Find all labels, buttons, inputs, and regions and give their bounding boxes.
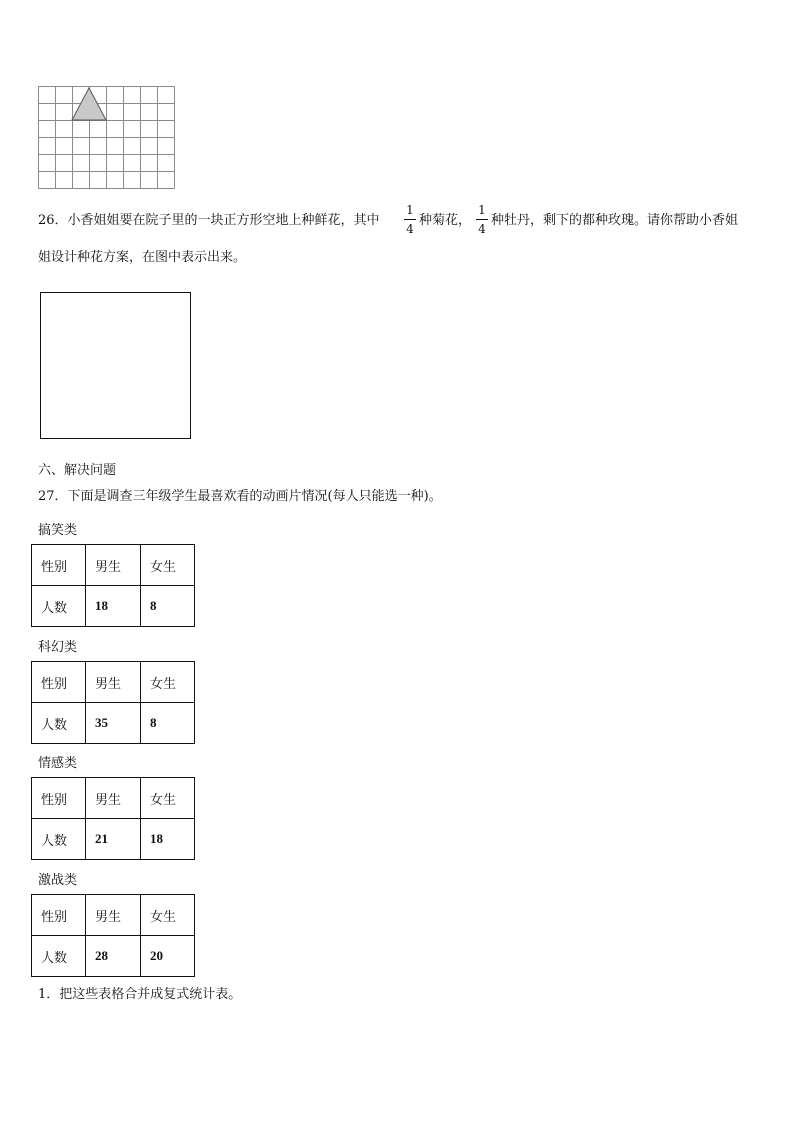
table-cell: 人数 [32,703,86,744]
grid-figure [38,86,175,189]
table-cell: 20 [141,936,195,977]
table-cell: 女生 [141,895,195,936]
drawing-square[interactable] [40,292,191,439]
fraction-numerator: 1 [478,203,486,217]
table-cell: 8 [141,586,195,627]
table-cell: 18 [141,819,195,860]
table-title: 情感类 [38,756,78,771]
stats-table-scifi [31,661,195,744]
table-title: 激战类 [38,873,78,888]
q26-part1: 26．小香姐姐要在院子里的一块正方形空地上种鲜花，其中 [38,213,380,228]
table-cell: 18 [86,586,141,627]
fraction-one-quarter-2 [475,203,489,236]
q26-part2: 种菊花， [419,213,472,228]
table-cell: 性别 [32,895,86,936]
task1-text: 1．把这些表格合并成复式统计表。 [38,987,242,1002]
q26-line2: 姐设计种花方案，在图中表示出来。 [38,250,247,265]
table-title: 科幻类 [38,640,78,655]
table-cell: 男生 [86,895,141,936]
grid-lines [39,87,175,189]
table-title: 搞笑类 [38,523,78,538]
table-row [32,819,195,860]
table-cell: 28 [86,936,141,977]
table-cell: 性别 [32,778,86,819]
table-cell: 人数 [32,586,86,627]
q26-part3: 种牡丹，剩下的都种玫瑰。请你帮助小香姐 [491,213,739,228]
table-cell: 男生 [86,778,141,819]
table-row [32,895,195,936]
table-cell: 性别 [32,662,86,703]
section-heading: 六、解决问题 [38,463,117,478]
fraction-denominator: 4 [478,222,486,236]
table-cell: 男生 [86,545,141,586]
table-cell: 人数 [32,819,86,860]
table-cell: 21 [86,819,141,860]
q26-line1 [38,212,380,230]
table-row [32,662,195,703]
table-cell: 35 [86,703,141,744]
table-row [32,586,195,627]
table-row [32,778,195,819]
table-row [32,703,195,744]
stats-table-action [31,894,195,977]
fraction-one-quarter-1 [403,203,417,236]
table-cell: 女生 [141,778,195,819]
table-cell: 女生 [141,662,195,703]
fraction-numerator: 1 [406,203,414,217]
table-cell: 8 [141,703,195,744]
stats-table-romance [31,777,195,860]
q27-text: 27．下面是调查三年级学生最喜欢看的动画片情况(每人只能选一种)。 [38,489,442,504]
table-cell: 女生 [141,545,195,586]
table-row [32,545,195,586]
table-row [32,936,195,977]
table-cell: 男生 [86,662,141,703]
fraction-denominator: 4 [406,222,414,236]
table-cell: 人数 [32,936,86,977]
stats-table-comedy [31,544,195,627]
table-cell: 性别 [32,545,86,586]
